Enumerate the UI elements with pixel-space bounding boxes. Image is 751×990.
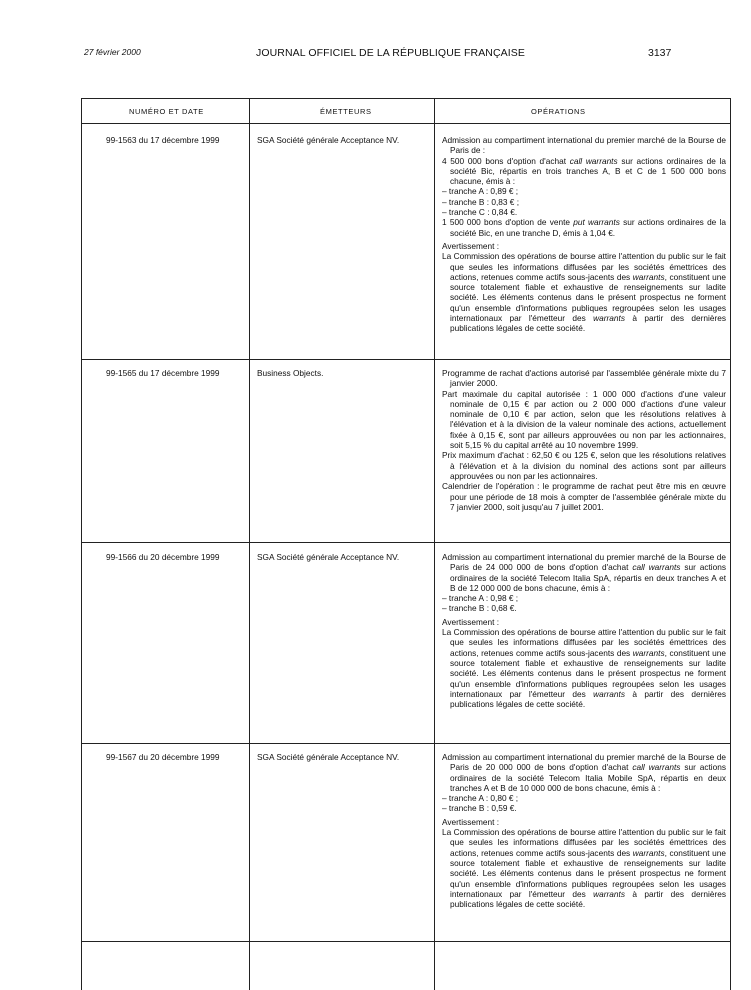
operation-line: Admission au compartiment international du premier marché de la Bourse de Paris de 24 000 000 de bons d'option d'achat call warrants sur actions ordinaires de la société Telecom Italia SpA, répartis en deux tranches A et B de 12 000 000 de bons chacune, émis à : [442, 552, 726, 593]
operation-line: – tranche B : 0,68 €. [442, 603, 517, 614]
operations-table [81, 98, 731, 990]
row-3-operations [442, 552, 726, 709]
operation-line: La Commission des opérations de bourse attire l'attention du public sur le fait que seules les informations diffusées par les sociétés émettrices des actions, retenues comme actifs sous-jacents des warrants, constituent une source totalement fiable et exhaustive de renseignements sur ladite société. Les éléments contenus dans le présent prospectus ne forment qu'un ensemble d'informations publiques regroupées selon les usages internationaux par l'émetteur des warrants à partir des dernières publications légales de cette société. [442, 627, 727, 710]
row-4-operations [442, 752, 726, 909]
row-4-emetteur: SGA Société générale Acceptance NV. [257, 752, 400, 762]
row-1-operations [442, 135, 726, 334]
row-2-emetteur: Business Objects. [257, 368, 324, 378]
operation-line: – tranche B : 0,59 €. [442, 803, 517, 814]
column-header-emetteurs: ÉMETTEURS [320, 107, 372, 116]
column-divider [434, 98, 435, 990]
operation-line: Avertissement : [442, 240, 500, 251]
operation-line: Programme de rachat d'actions autorisé par l'assemblée générale mixte du 7 janvier 2000. [442, 368, 726, 389]
operation-line: Admission au compartiment international du premier marché de la Bourse de Paris de 20 000 000 de bons d'option d'achat call warrants sur actions ordinaires de la société Telecom Italia Mobile SpA, répartis en deux tranches A et B de 10 000 000 de bons chacune, émis à : [442, 752, 726, 793]
row-divider [82, 542, 730, 543]
journal-title: JOURNAL OFFICIEL DE LA RÉPUBLIQUE FRANÇAISE [256, 47, 525, 59]
row-divider [82, 359, 730, 360]
row-3-numero: 99-1566 du 20 décembre 1999 [106, 552, 220, 562]
operation-line: Avertissement : [442, 816, 500, 827]
table-header [82, 98, 730, 124]
operation-line: – tranche B : 0,83 € ; [442, 196, 520, 207]
operation-line: – tranche A : 0,89 € ; [442, 186, 519, 197]
operation-line: La Commission des opérations de bourse attire l'attention du public sur le fait que seules les informations diffusées par les sociétés émettrices des actions, retenues comme actifs sous-jacents des warrants, constituent une source totalement fiable et exhaustive de renseignements sur ladite société. Les éléments contenus dans le présent prospectus ne forment qu'un ensemble d'informations publiques regroupées selon les usages internationaux par l'émetteur des warrants à partir des dernières publications légales de cette société. [442, 251, 727, 334]
operation-line: 1 500 000 bons d'option de vente put warrants sur actions ordinaires de la société Bic, en une tranche D, émis à 1,04 €. [442, 217, 726, 238]
operation-line: Admission au compartiment international du premier marché de la Bourse de Paris de : [442, 135, 726, 156]
column-divider [249, 98, 250, 990]
operation-line: – tranche C : 0,84 €. [442, 207, 518, 218]
operation-line: La Commission des opérations de bourse attire l'attention du public sur le fait que seules les informations diffusées par les sociétés émettrices des actions, retenues comme actifs sous-jacents des warrants, constituent une source totalement fiable et exhaustive de renseignements sur ladite société. Les éléments contenus dans le présent prospectus ne forment qu'un ensemble d'informations publiques regroupées selon les usages internationaux par l'émetteur des warrants à partir des dernières publications légales de cette société. [442, 827, 727, 910]
row-divider [82, 941, 730, 942]
row-divider [82, 743, 730, 744]
header-date: 27 février 2000 [84, 47, 141, 57]
page-number: 3137 [648, 47, 672, 59]
row-2-numero: 99-1565 du 17 décembre 1999 [106, 368, 220, 378]
operation-line: Prix maximum d'achat : 62,50 € ou 125 €, selon que les résolutions relatives à l'élévation et à la division du nominal des actions sont par ailleurs approuvées ou non par les actionnaires. [442, 450, 726, 481]
row-2-operations [442, 368, 726, 512]
column-header-numero: NUMÉRO ET DATE [129, 107, 204, 116]
operation-line: Calendrier de l'opération : le programme de rachat peut être mis en œuvre pour une période de 18 mois à compter de l'assemblée générale mixte du 7 janvier 2000, soit jusqu'au 7 juillet 2001. [442, 481, 726, 512]
operation-line: – tranche A : 0,98 € ; [442, 593, 519, 604]
row-3-emetteur: SGA Société générale Acceptance NV. [257, 552, 400, 562]
operation-line: 4 500 000 bons d'option d'achat call warrants sur actions ordinaires de la société Bic, répartis en trois tranches A, B et C de 1 500 000 bons chacune, émis à : [442, 155, 726, 187]
row-4-numero: 99-1567 du 20 décembre 1999 [106, 752, 220, 762]
column-header-operations: OPÉRATIONS [531, 107, 586, 116]
operation-line: – tranche A : 0,80 € ; [442, 793, 519, 804]
operation-line: Part maximale du capital autorisée : 1 000 000 d'actions d'une valeur nominale de 0,15 € par action ou 2 000 000 d'actions d'une valeur nominale de 0,10 € par action, selon que les résolutions relatives à l'élévation et à la division de la valeur nominale des actions, actuellement fixée à 0,15 €, sont par ailleurs approuvées ou non par les actionnaires, soit 5,15 % du capital arrêté au 10 novembre 1999. [442, 388, 726, 451]
operation-line: Avertissement : [442, 616, 500, 627]
row-1-numero: 99-1563 du 17 décembre 1999 [106, 135, 220, 145]
row-1-emetteur: SGA Société générale Acceptance NV. [257, 135, 400, 145]
